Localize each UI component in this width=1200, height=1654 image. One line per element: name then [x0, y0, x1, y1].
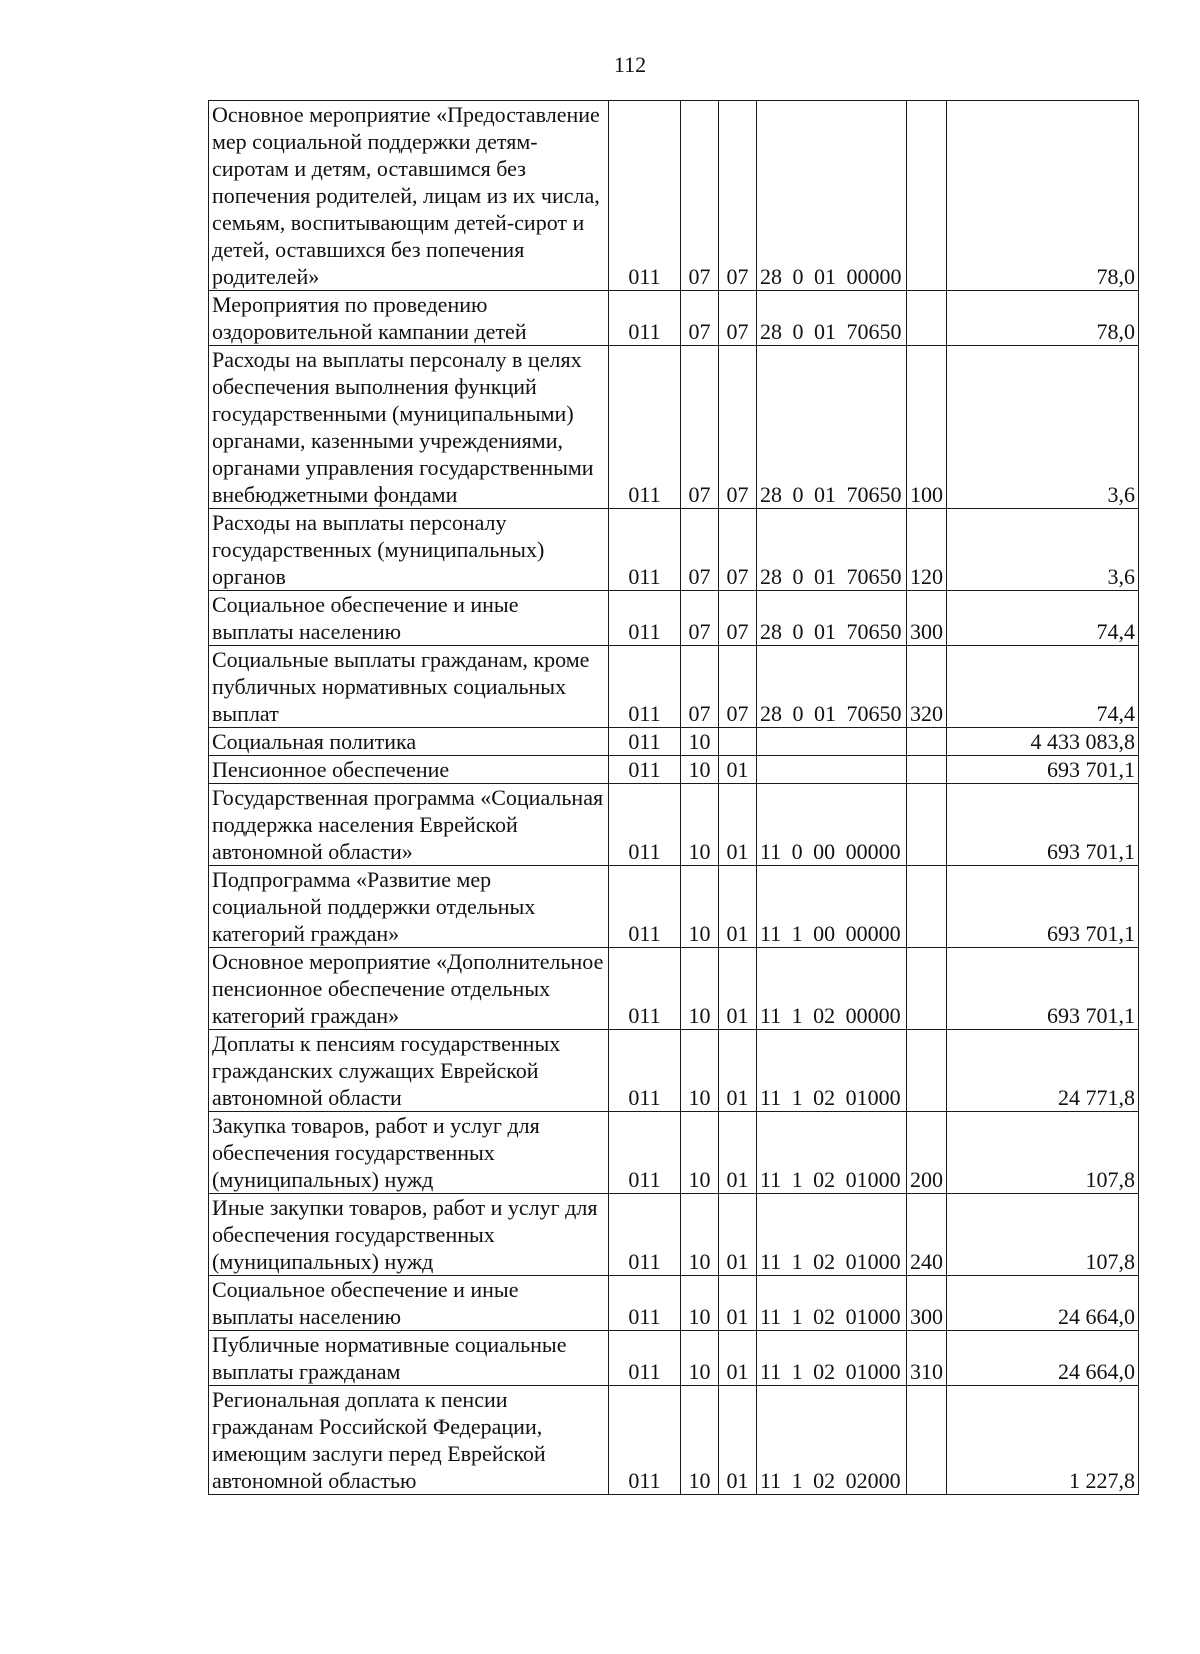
target-article-cell: 11 1 00 00000 [757, 866, 907, 948]
expense-type-cell [907, 101, 947, 291]
table-row [209, 646, 1139, 728]
expense-type-cell [907, 756, 947, 784]
table-row [209, 1030, 1139, 1112]
subsection-code-cell: 01 [719, 1331, 757, 1386]
expense-type-cell: 300 [907, 591, 947, 646]
amount-cell: 3,6 [947, 346, 1139, 509]
amount-cell: 1 227,8 [947, 1386, 1139, 1495]
amount-cell: 693 701,1 [947, 948, 1139, 1030]
section-code-cell: 07 [681, 646, 719, 728]
section-code-cell: 10 [681, 784, 719, 866]
section-code-cell: 10 [681, 1030, 719, 1112]
subsection-code-cell: 01 [719, 1276, 757, 1331]
amount-cell: 74,4 [947, 591, 1139, 646]
section-code-cell: 07 [681, 101, 719, 291]
ministry-code-cell: 011 [609, 866, 681, 948]
ministry-code-cell: 011 [609, 948, 681, 1030]
ministry-code-cell: 011 [609, 1386, 681, 1495]
ministry-code-cell: 011 [609, 646, 681, 728]
ministry-code-cell: 011 [609, 591, 681, 646]
target-article-cell: 11 0 00 00000 [757, 784, 907, 866]
ministry-code-cell: 011 [609, 1112, 681, 1194]
subsection-code-cell [719, 728, 757, 756]
ministry-code-cell: 011 [609, 728, 681, 756]
expense-type-cell [907, 784, 947, 866]
target-article-cell: 28 0 01 70650 [757, 509, 907, 591]
subsection-code-cell: 01 [719, 1112, 757, 1194]
table-row [209, 346, 1139, 509]
expense-name-cell: Пенсионное обеспечение [209, 756, 609, 784]
table-row [209, 784, 1139, 866]
table-row [209, 948, 1139, 1030]
amount-cell: 24 664,0 [947, 1276, 1139, 1331]
table-row [209, 728, 1139, 756]
ministry-code-cell: 011 [609, 756, 681, 784]
expense-type-cell: 120 [907, 509, 947, 591]
expense-type-cell [907, 728, 947, 756]
section-code-cell: 10 [681, 866, 719, 948]
table-row [209, 1194, 1139, 1276]
target-article-cell: 11 1 02 01000 [757, 1331, 907, 1386]
expense-name-cell: Социальное обеспечение и иные выплаты населению [209, 1276, 609, 1331]
amount-cell: 74,4 [947, 646, 1139, 728]
expense-type-cell: 200 [907, 1112, 947, 1194]
target-article-cell [757, 756, 907, 784]
expense-name-cell: Публичные нормативные социальные выплаты гражданам [209, 1331, 609, 1386]
table-row [209, 591, 1139, 646]
expense-name-cell: Социальная политика [209, 728, 609, 756]
ministry-code-cell: 011 [609, 291, 681, 346]
amount-cell: 24 664,0 [947, 1331, 1139, 1386]
target-article-cell: 28 0 01 70650 [757, 291, 907, 346]
expense-name-cell: Закупка товаров, работ и услуг для обеспечения государственных (муниципальных) нужд [209, 1112, 609, 1194]
expense-type-cell: 240 [907, 1194, 947, 1276]
section-code-cell: 10 [681, 1194, 719, 1276]
target-article-cell: 28 0 01 70650 [757, 646, 907, 728]
page-number: 112 [613, 52, 647, 77]
ministry-code-cell: 011 [609, 1194, 681, 1276]
subsection-code-cell: 07 [719, 346, 757, 509]
amount-cell: 693 701,1 [947, 756, 1139, 784]
section-code-cell: 07 [681, 591, 719, 646]
section-code-cell: 10 [681, 728, 719, 756]
expense-name-cell: Социальные выплаты гражданам, кроме публичных нормативных социальных выплат [209, 646, 609, 728]
amount-cell: 78,0 [947, 291, 1139, 346]
section-code-cell: 07 [681, 291, 719, 346]
subsection-code-cell: 01 [719, 866, 757, 948]
subsection-code-cell: 01 [719, 1030, 757, 1112]
ministry-code-cell: 011 [609, 1331, 681, 1386]
expense-type-cell [907, 1030, 947, 1112]
table-row [209, 866, 1139, 948]
expense-name-cell: Государственная программа «Социальная поддержка населения Еврейской автономной области» [209, 784, 609, 866]
subsection-code-cell: 07 [719, 101, 757, 291]
expense-name-cell: Иные закупки товаров, работ и услуг для обеспечения государственных (муниципальных) нужд [209, 1194, 609, 1276]
amount-cell: 107,8 [947, 1194, 1139, 1276]
amount-cell: 78,0 [947, 101, 1139, 291]
subsection-code-cell: 01 [719, 948, 757, 1030]
table-row [209, 101, 1139, 291]
subsection-code-cell: 01 [719, 784, 757, 866]
table-row [209, 509, 1139, 591]
amount-cell: 3,6 [947, 509, 1139, 591]
expense-name-cell: Мероприятия по проведению оздоровительной кампании детей [209, 291, 609, 346]
table-row [209, 756, 1139, 784]
amount-cell: 24 771,8 [947, 1030, 1139, 1112]
expense-type-cell: 320 [907, 646, 947, 728]
target-article-cell: 11 1 02 01000 [757, 1194, 907, 1276]
ministry-code-cell: 011 [609, 1030, 681, 1112]
subsection-code-cell: 01 [719, 1386, 757, 1495]
section-code-cell: 10 [681, 756, 719, 784]
subsection-code-cell: 07 [719, 591, 757, 646]
table-row [209, 1112, 1139, 1194]
amount-cell: 693 701,1 [947, 784, 1139, 866]
subsection-code-cell: 01 [719, 756, 757, 784]
table-row [209, 1386, 1139, 1495]
target-article-cell: 11 1 02 01000 [757, 1030, 907, 1112]
ministry-code-cell: 011 [609, 1276, 681, 1331]
budget-table-body [209, 101, 1139, 1495]
expense-type-cell: 310 [907, 1331, 947, 1386]
ministry-code-cell: 011 [609, 346, 681, 509]
amount-cell: 693 701,1 [947, 866, 1139, 948]
section-code-cell: 10 [681, 1331, 719, 1386]
table-row [209, 291, 1139, 346]
table-row [209, 1276, 1139, 1331]
target-article-cell: 11 1 02 01000 [757, 1112, 907, 1194]
expense-type-cell [907, 1386, 947, 1495]
expense-name-cell: Подпрограмма «Развитие мер социальной поддержки отдельных категорий граждан» [209, 866, 609, 948]
expense-name-cell: Расходы на выплаты персоналу государственных (муниципальных) органов [209, 509, 609, 591]
expense-name-cell: Расходы на выплаты персоналу в целях обеспечения выполнения функций государственными (муниципальными) органами, казенными учреждениями, органами управления государственными внебюджетными фондами [209, 346, 609, 509]
expense-type-cell [907, 866, 947, 948]
target-article-cell: 28 0 01 70650 [757, 591, 907, 646]
subsection-code-cell: 07 [719, 291, 757, 346]
subsection-code-cell: 07 [719, 509, 757, 591]
section-code-cell: 10 [681, 1386, 719, 1495]
target-article-cell: 11 1 02 00000 [757, 948, 907, 1030]
target-article-cell: 11 1 02 01000 [757, 1276, 907, 1331]
expense-type-cell: 300 [907, 1276, 947, 1331]
table-row [209, 1331, 1139, 1386]
expense-name-cell: Социальное обеспечение и иные выплаты населению [209, 591, 609, 646]
section-code-cell: 10 [681, 1112, 719, 1194]
section-code-cell: 10 [681, 948, 719, 1030]
expense-name-cell: Региональная доплата к пенсии гражданам Российской Федерации, имеющим заслуги перед Еврейской автономной областью [209, 1386, 609, 1495]
target-article-cell [757, 728, 907, 756]
expense-name-cell: Основное мероприятие «Предоставление мер социальной поддержки детям-сиротам и детям, оставшимся без попечения родителей, лицам из их числа, семьям, воспитывающим детей-сирот и детей, оставшихся без попечения родителей» [209, 101, 609, 291]
expense-type-cell: 100 [907, 346, 947, 509]
section-code-cell: 07 [681, 346, 719, 509]
target-article-cell: 28 0 01 00000 [757, 101, 907, 291]
expense-type-cell [907, 291, 947, 346]
expense-name-cell: Основное мероприятие «Дополнительное пенсионное обеспечение отдельных категорий граждан» [209, 948, 609, 1030]
target-article-cell: 28 0 01 70650 [757, 346, 907, 509]
ministry-code-cell: 011 [609, 101, 681, 291]
target-article-cell: 11 1 02 02000 [757, 1386, 907, 1495]
subsection-code-cell: 01 [719, 1194, 757, 1276]
amount-cell: 4 433 083,8 [947, 728, 1139, 756]
amount-cell: 107,8 [947, 1112, 1139, 1194]
ministry-code-cell: 011 [609, 509, 681, 591]
subsection-code-cell: 07 [719, 646, 757, 728]
expense-name-cell: Доплаты к пенсиям государственных гражданских служащих Еврейской автономной области [209, 1030, 609, 1112]
ministry-code-cell: 011 [609, 784, 681, 866]
budget-table [208, 100, 1139, 1495]
section-code-cell: 07 [681, 509, 719, 591]
section-code-cell: 10 [681, 1276, 719, 1331]
expense-type-cell [907, 948, 947, 1030]
